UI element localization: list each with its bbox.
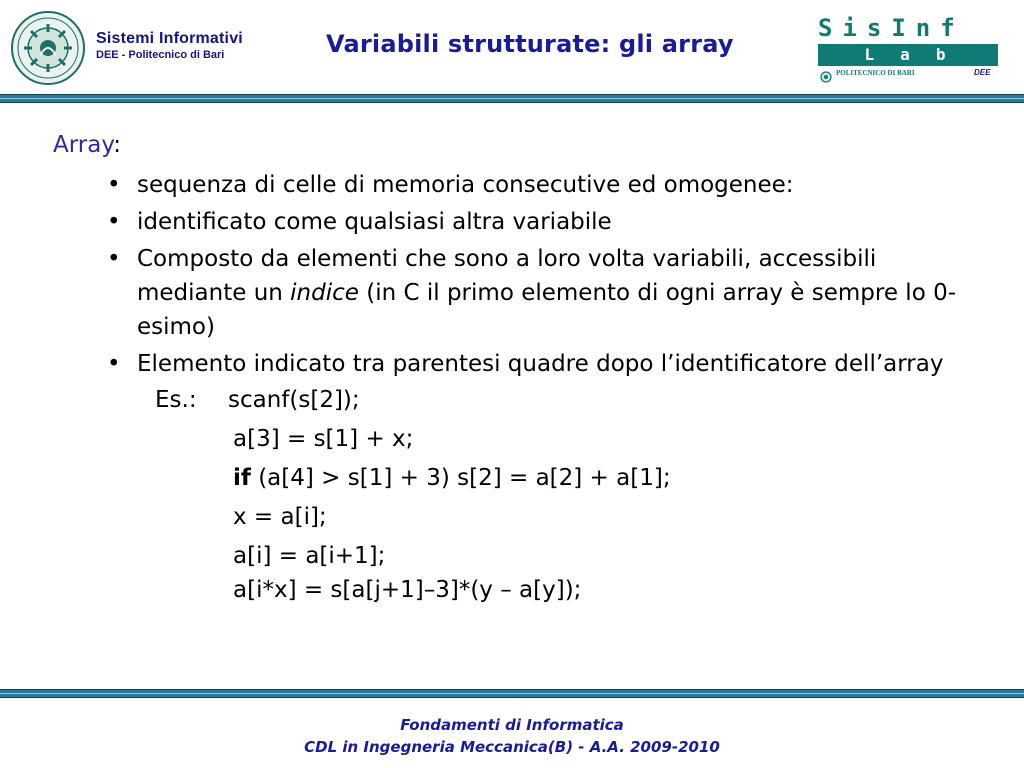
bullet-icon: • [107, 351, 121, 377]
code-line-rest: (a[4] > s[1] + 3) s[2] = a[2] + a[1]; [250, 465, 671, 491]
politecnico-seal-logo [10, 10, 86, 86]
bullet-item [53, 242, 973, 344]
bullet-text-italic: indice [290, 280, 359, 306]
code-line [233, 461, 973, 495]
bullet-item [53, 347, 973, 381]
bullet-icon: • [107, 209, 121, 235]
lab-logo-dee: DEE [974, 68, 991, 77]
institution-block [96, 30, 243, 61]
bullet-text-pre: Composto da elementi che sono a loro volta variabili, accessibili mediante un [137, 246, 877, 306]
example-line [155, 383, 973, 417]
small-seal-icon [820, 71, 832, 83]
section-heading [53, 128, 973, 162]
code-line: a[3] = s[1] + x; [233, 426, 414, 452]
code-line: a[i*x] = s[a[j+1]–3]*(y – a[y]); [233, 577, 582, 603]
lab-logo-footer [820, 68, 1000, 80]
heading-word: Array [53, 132, 114, 158]
code-line: a[i] = a[i+1]; [233, 543, 386, 569]
institution-name: Sistemi Informativi [96, 30, 243, 47]
header-divider [0, 94, 1024, 103]
bullet-text: Elemento indicato tra parentesi quadre dopo l’identificatore dell’array [137, 351, 944, 377]
code-block [233, 422, 973, 607]
bullet-item [53, 205, 973, 239]
bullet-text [137, 246, 956, 340]
footer-course: Fondamenti di Informatica [400, 716, 624, 734]
slide-title: Variabili strutturate: gli array [326, 30, 734, 58]
footer-divider [0, 689, 1024, 698]
lab-logo-politecnico: POLITECNICO DI BARI [836, 69, 915, 77]
footer-degree: CDL in Ingegneria Meccanica(B) - A.A. 2009-2010 [304, 738, 720, 756]
code-keyword: if [233, 465, 251, 491]
slide-footer [0, 714, 1024, 758]
bullet-text: identificato come qualsiasi altra variabile [137, 209, 612, 235]
bullet-icon: • [107, 246, 121, 272]
code-line: scanf(s[2]); [228, 387, 360, 413]
bullet-text-post: (in C il primo elemento di ogni array è sempre lo 0-esimo) [137, 280, 957, 340]
bullet-text: sequenza di celle di memoria consecutive ed omogenee: [137, 172, 794, 198]
institution-dept: DEE - Politecnico di Bari [96, 49, 225, 61]
example-label: Es.: [155, 387, 197, 413]
code-line: x = a[i]; [233, 504, 327, 530]
heading-colon: : [113, 132, 122, 158]
bullet-item [53, 168, 973, 202]
bullet-list [53, 168, 973, 381]
lab-logo-bar: Lab [818, 44, 998, 66]
slide-body [53, 128, 973, 612]
bullet-icon: • [107, 172, 121, 198]
lab-logo-top: SisInf [818, 14, 965, 42]
